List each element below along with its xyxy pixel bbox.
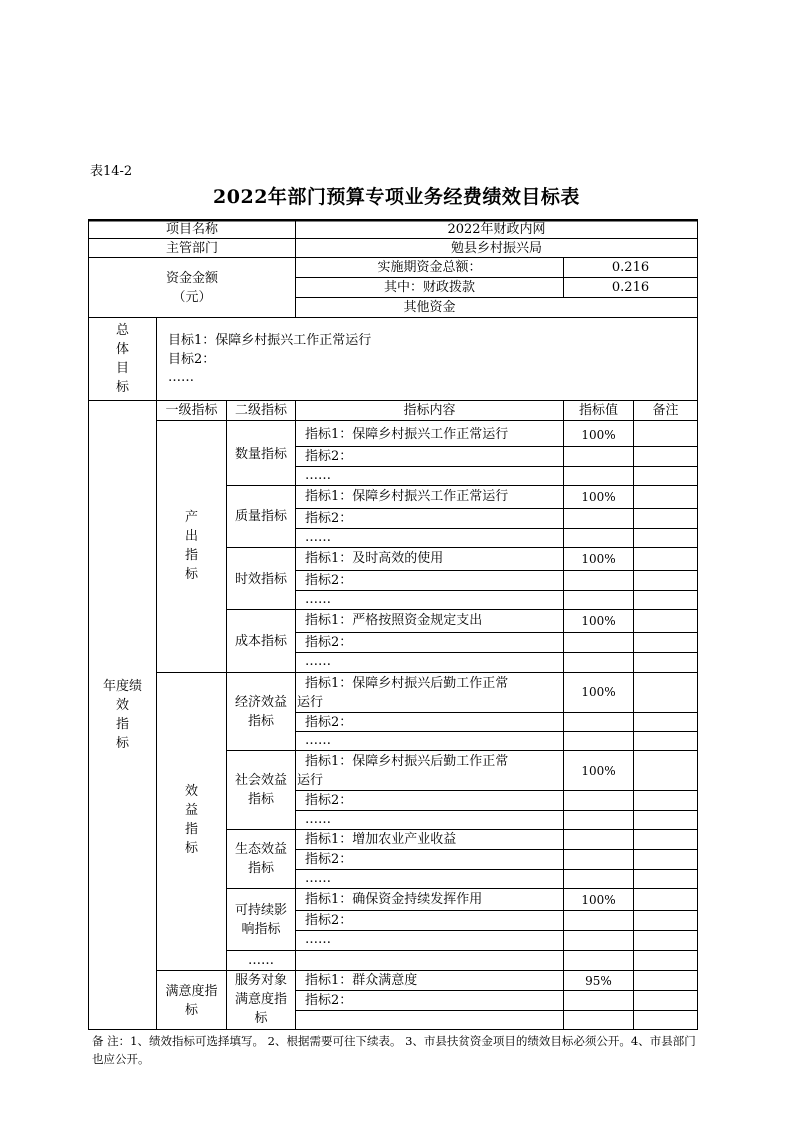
benefit-label-char: 效 bbox=[184, 784, 198, 799]
fund-total-value: 0.216 bbox=[611, 260, 650, 275]
indicator-2-text: 指标2： bbox=[305, 449, 353, 464]
indicator-1-value: 100% bbox=[581, 764, 616, 778]
indicator-1-text: 指标1：保障乡村振兴后勤工作正常 bbox=[305, 754, 509, 769]
indicator-more: …… bbox=[305, 530, 331, 545]
indicator-1-value: 100% bbox=[581, 552, 616, 566]
project-name-value: 2022年财政内网 bbox=[447, 222, 546, 237]
level2-name-part: 响指标 bbox=[241, 922, 281, 937]
dept-label: 主管部门 bbox=[165, 241, 218, 256]
overall-goal-line-2: 目标2： bbox=[168, 352, 216, 367]
indicator-1-text: 指标1：确保资金持续发挥作用 bbox=[305, 892, 483, 907]
level2-name-part: 指标 bbox=[247, 714, 274, 729]
fund-fiscal-value: 0.216 bbox=[611, 280, 650, 295]
benefit-indicators-label bbox=[157, 782, 226, 858]
output-label-char: 出 bbox=[184, 529, 198, 544]
page-title: 2022年部门预算专项业务经费绩效目标表 bbox=[213, 186, 580, 208]
overall-goal-label-char: 目 bbox=[115, 361, 129, 376]
benefit-label-char: 益 bbox=[184, 803, 198, 818]
level2-ecological bbox=[227, 840, 295, 878]
indicator-1-value: 100% bbox=[581, 685, 616, 699]
indicator-more: …… bbox=[305, 812, 331, 827]
dept-value: 勉县乡村振兴局 bbox=[450, 241, 542, 256]
indicator-1-text-cont: 运行 bbox=[297, 695, 324, 710]
satisfaction-label-part: 满意度指 bbox=[165, 984, 218, 999]
col-header-content: 指标内容 bbox=[403, 403, 456, 418]
level2-sustainability bbox=[227, 901, 295, 939]
indicator-2-text: 指标2： bbox=[305, 511, 353, 526]
fund-other-label: 其他资金 bbox=[403, 300, 456, 315]
overall-goal-label bbox=[89, 321, 156, 397]
indicator-1-text: 指标1：保障乡村振兴后勤工作正常 bbox=[305, 676, 509, 691]
level2-quality: 质量指标 bbox=[234, 509, 287, 524]
indicator-2-text: 指标2： bbox=[305, 793, 353, 808]
indicator-more: …… bbox=[305, 468, 331, 483]
overall-goal-line-3: …… bbox=[168, 370, 194, 385]
overall-goal-label-char: 总 bbox=[115, 323, 129, 338]
footnote: 备 注：1、绩效指标可选择填写。 2、根据需要可往下续表。 3、市县扶贫资金项目的绩效目标必须公开。4、市县部门也应公开。 bbox=[92, 1034, 696, 1066]
indicator-1-value: 100% bbox=[581, 614, 616, 628]
output-label-char: 产 bbox=[184, 510, 198, 525]
indicator-1-value: 100% bbox=[581, 428, 616, 442]
level2-name-part: 指标 bbox=[247, 792, 274, 807]
output-label-char: 指 bbox=[184, 548, 198, 563]
level2-name-part: 社会效益 bbox=[234, 773, 287, 788]
level2-name-part: 生态效益 bbox=[234, 842, 287, 857]
annual-label-part: 效 bbox=[115, 698, 129, 713]
indicator-2-text: 指标2： bbox=[305, 635, 353, 650]
indicator-1-text: 指标1：增加农业产业收益 bbox=[305, 832, 457, 847]
project-name-label: 项目名称 bbox=[165, 222, 218, 237]
indicator-1-text: 指标1：群众满意度 bbox=[305, 973, 418, 988]
satisfaction-indicators-label bbox=[157, 982, 226, 1020]
level2-timeliness: 时效指标 bbox=[234, 572, 287, 587]
indicator-2-text: 指标2： bbox=[305, 573, 353, 588]
benefit-label-char: 标 bbox=[184, 841, 198, 856]
col-header-value: 指标值 bbox=[578, 403, 618, 418]
level2-name-part: 服务对象 bbox=[234, 973, 287, 988]
annual-label-part: 指 bbox=[115, 717, 129, 732]
col-header-level2: 二级指标 bbox=[234, 403, 287, 418]
output-indicators-label bbox=[157, 508, 226, 584]
indicator-1-value: 95% bbox=[585, 974, 612, 988]
level2-name-part: 可持续影 bbox=[234, 903, 287, 918]
level2-name-part: 标 bbox=[254, 1011, 268, 1026]
annual-indicators-label bbox=[89, 677, 156, 753]
level2-social bbox=[227, 771, 295, 809]
fund-label: 资金金额 bbox=[165, 271, 218, 286]
overall-goal-label-char: 标 bbox=[115, 380, 129, 395]
indicator-2-text: 指标2： bbox=[305, 852, 353, 867]
level2-service-satisfaction bbox=[227, 971, 295, 1028]
overall-goal-line-1: 目标1：保障乡村振兴工作正常运行 bbox=[168, 333, 372, 348]
annual-label-part: 年度绩 bbox=[102, 679, 142, 694]
indicator-1-value: 100% bbox=[581, 893, 616, 907]
indicator-1-text: 指标1：保障乡村振兴工作正常运行 bbox=[305, 489, 509, 504]
indicator-1-text: 指标1：保障乡村振兴工作正常运行 bbox=[305, 427, 509, 442]
indicator-more: …… bbox=[305, 932, 331, 947]
indicator-1-text-cont: 运行 bbox=[297, 773, 324, 788]
level2-name-part: 经济效益 bbox=[234, 695, 287, 710]
col-header-level1: 一级指标 bbox=[165, 403, 218, 418]
table-number: 表14-2 bbox=[90, 164, 133, 179]
indicator-1-text: 指标1：严格按照资金规定支出 bbox=[305, 613, 483, 628]
level2-name-part: 满意度指 bbox=[234, 992, 287, 1007]
fund-fiscal-label: 其中：财政拨款 bbox=[383, 280, 475, 295]
indicator-more: …… bbox=[305, 871, 331, 886]
indicator-more: …… bbox=[305, 733, 331, 748]
indicator-1-value: 100% bbox=[581, 490, 616, 504]
level2-cost: 成本指标 bbox=[234, 634, 287, 649]
indicator-more: …… bbox=[305, 654, 331, 669]
overall-goal-label-char: 体 bbox=[115, 342, 129, 357]
benefit-label-char: 指 bbox=[184, 822, 198, 837]
annual-label-part: 标 bbox=[115, 736, 129, 751]
indicator-1-text: 指标1：及时高效的使用 bbox=[305, 551, 444, 566]
level2-quantity: 数量指标 bbox=[234, 447, 287, 462]
output-label-char: 标 bbox=[184, 567, 198, 582]
level2-name-part: 指标 bbox=[247, 861, 274, 876]
indicator-2-text: 指标2： bbox=[305, 993, 353, 1008]
level2-more: …… bbox=[248, 953, 274, 968]
indicator-more: …… bbox=[305, 592, 331, 607]
fund-unit-label: （元） bbox=[172, 290, 212, 305]
fund-total-label: 实施期资金总额： bbox=[377, 260, 482, 275]
indicator-2-text: 指标2： bbox=[305, 715, 353, 730]
col-header-remark: 备注 bbox=[652, 403, 679, 418]
level2-economic bbox=[227, 693, 295, 731]
satisfaction-label-part: 标 bbox=[184, 1003, 198, 1018]
indicator-2-text: 指标2： bbox=[305, 913, 353, 928]
